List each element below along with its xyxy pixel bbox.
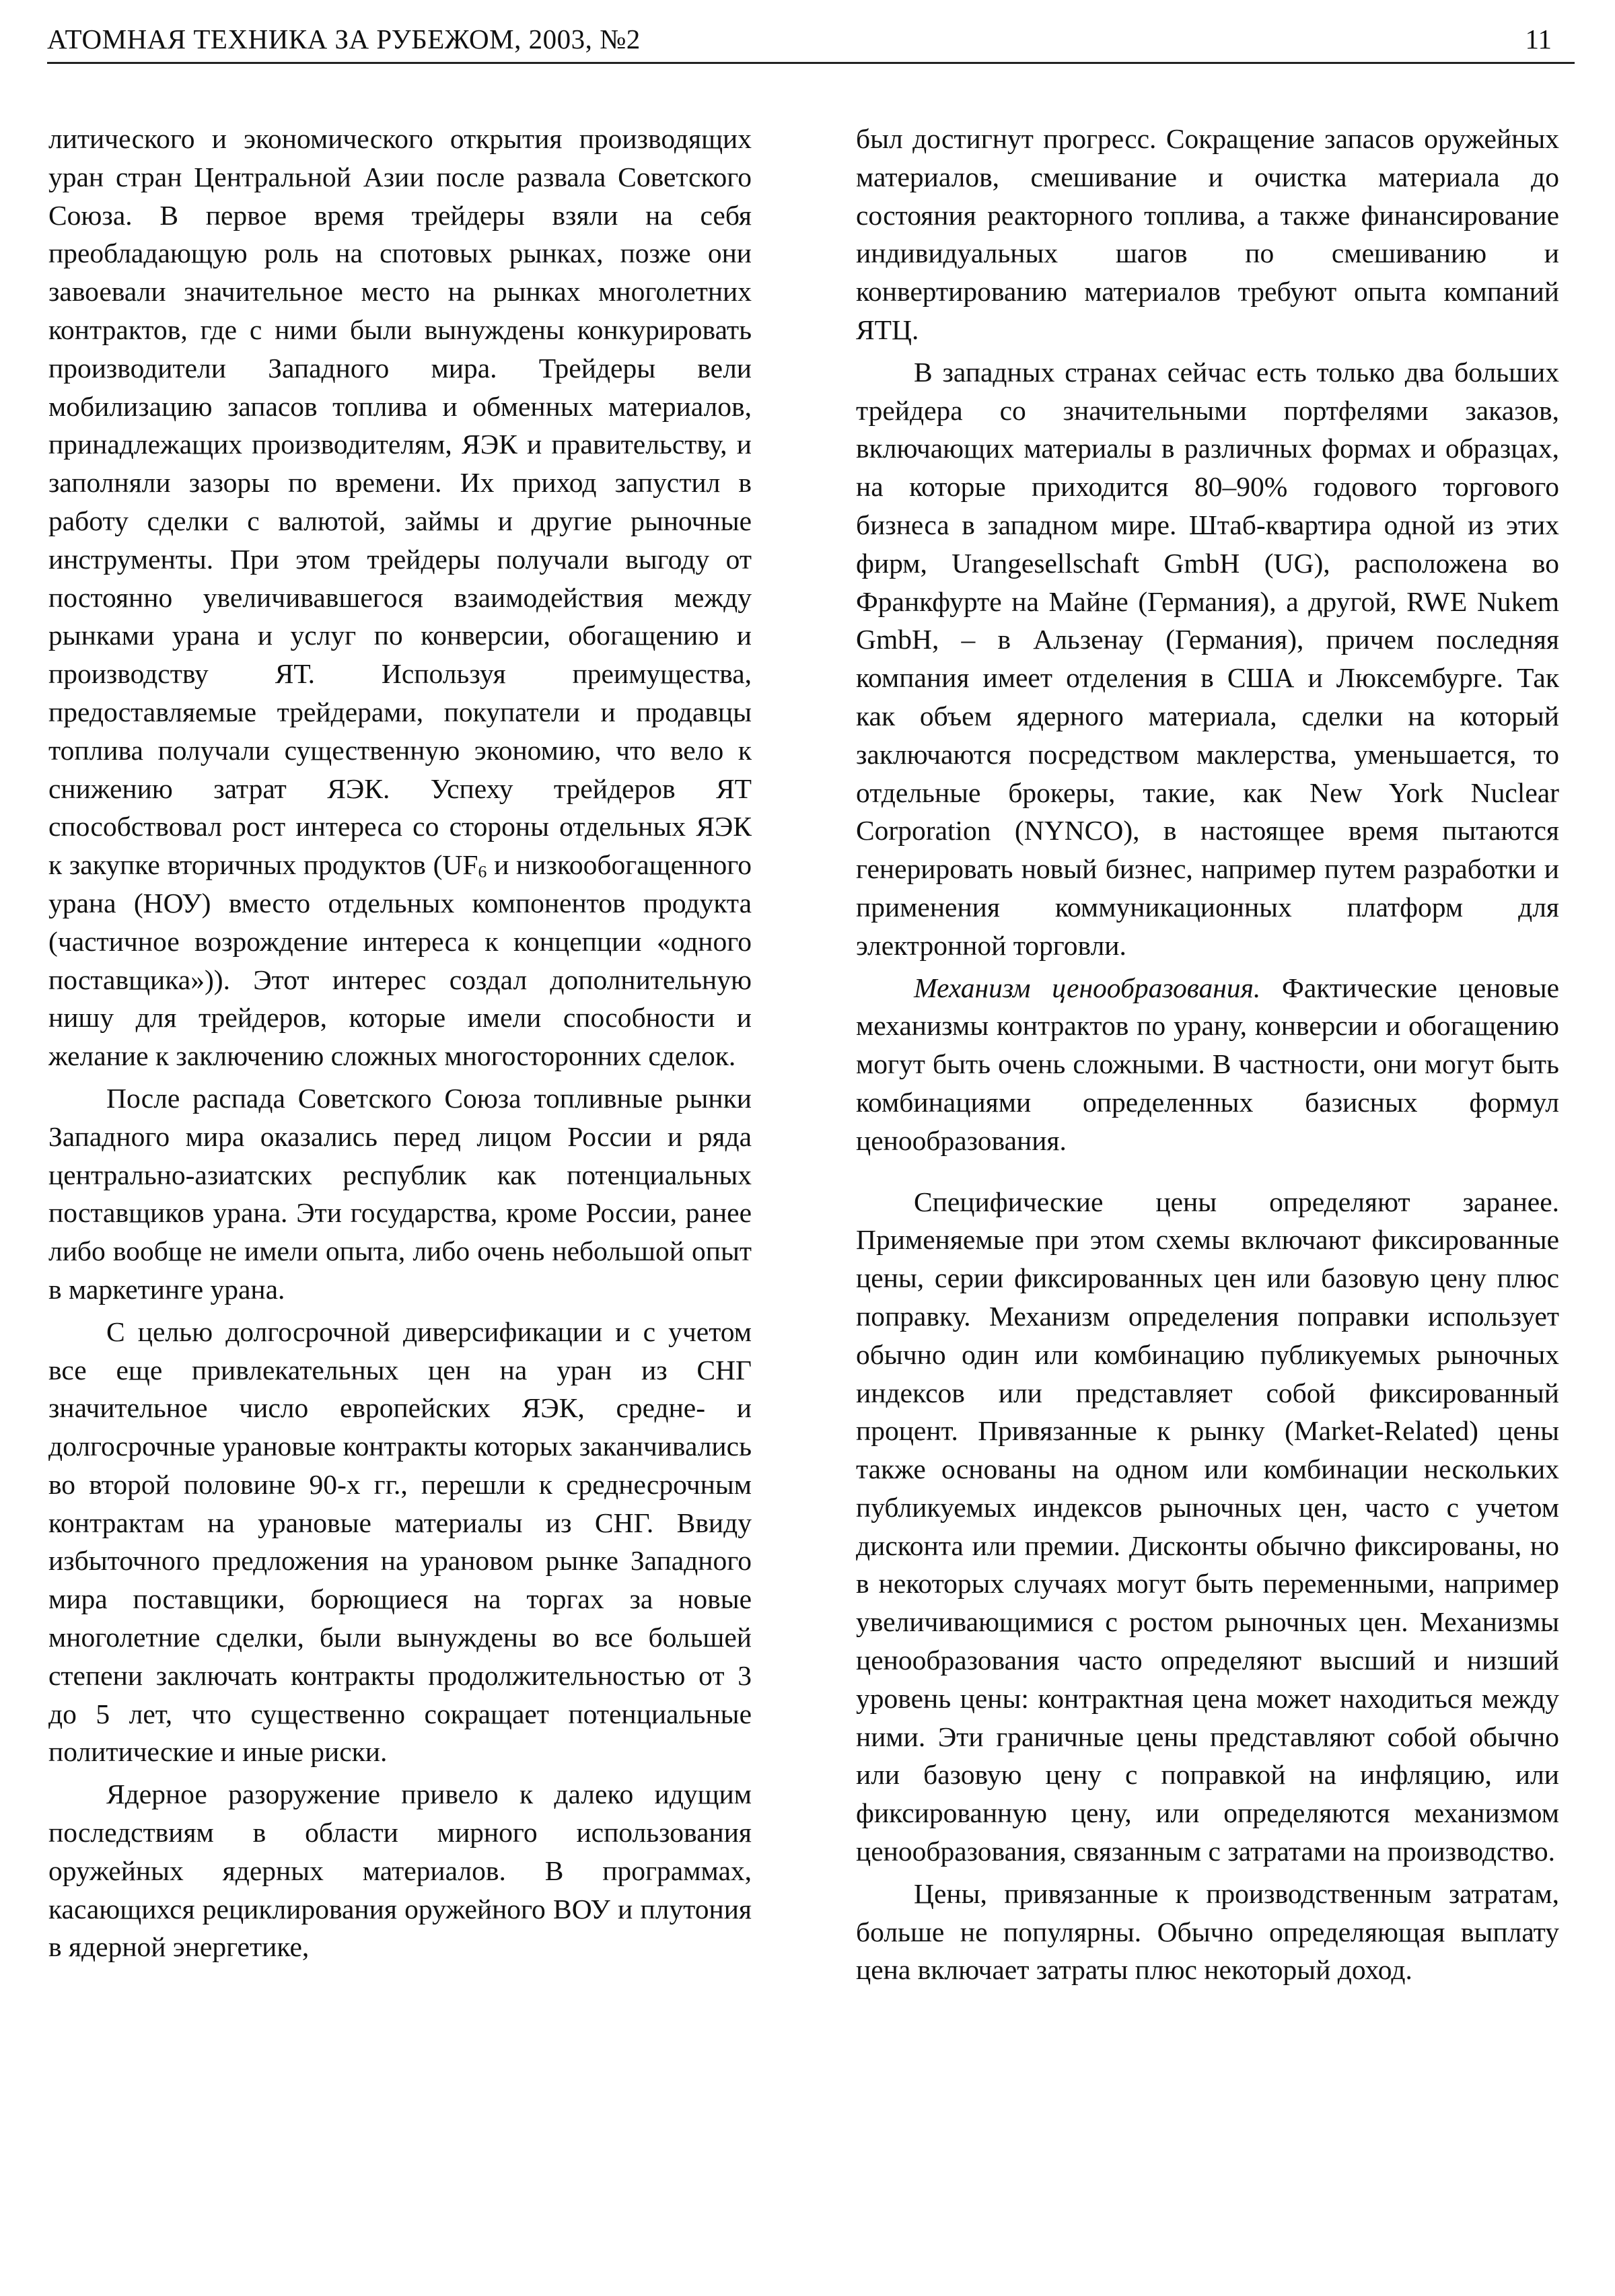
right-column xyxy=(856,120,1559,1993)
right-paragraph-3 xyxy=(856,969,1559,1160)
pricing-mechanism-heading: Механизм ценообразования. xyxy=(914,972,1261,1003)
right-paragraph-1: был достигнут прогресс. Сокращение запасов оружейных материалов, смешивание и очистка материала до состояния реакторного топлива, а также финансирование индивидуальных шагов по смешиванию и конвертированию материалов требуют опыта компаний ЯТЦ. xyxy=(856,123,1559,345)
uf6-formula-subscript: 6 xyxy=(478,861,487,882)
left-paragraph-1-text: литического и экономического открытия производящих уран стран Центральной Азии после развала Советского Союза. В первое время трейдеры взяли на себя преобладающую роль на спотовых рынках, позже они завоевали значительное место на рынках многолетних контрактов, где с ними были вынуждены конкурировать производители Западного мира. Трейдеры вели мобилизацию запасов топлива и обменных материалов, принадлежащих производителям, ЯЭК и правительству, и заполняли зазоры по времени. Их приход запустил в работу сделки с валютой, займы и другие рыночные инструменты. При этом трейдеры получали выгоду от постоянно увеличивавшегося взаимодействия между рынками урана и услуг по конверсии, обогащению и производству ЯТ. Используя преимущества, предоставляемые трейдерами, покупатели и продавцы топлива получали существенную экономию, что вело к снижению затрат ЯЭК. Успеху трейдеров ЯТ способствовал рост интереса со стороны отдельных ЯЭК к закупке вторичных продуктов ( xyxy=(48,123,752,881)
page-number: 11 xyxy=(1525,24,1552,55)
left-paragraph-1-tail: и низкообогащенного урана (НОУ) вместо отдельных компонентов продукта (частичное возрождение интереса к концепции «одного поставщика»)). Этот интерес создал дополнительную нишу для трейдеров, которые имели способности и желание к заключению сложных многосторонних сделок. xyxy=(48,849,752,1072)
left-paragraph-2: После распада Советского Союза топливные рынки Западного мира оказались перед лицом России и ряда центрально-азиатских республик как потенциальных поставщиков урана. Эти государства, кроме России, ранее либо вообще не имели опыта, либо очень небольшой опыт в маркетинге урана. xyxy=(48,1082,752,1305)
right-paragraph-5: Цены, привязанные к производственным затратам, больше не популярны. Обычно определяющая выплату цена включает затраты плюс некоторый доход. xyxy=(856,1877,1559,1986)
left-paragraph-4: Ядерное разоружение привело к далеко идущим последствиям в области мирного использования оружейных ядерных материалов. В программах, касающихся рециклирования оружейного ВОУ и плутония в ядерной энергетике, xyxy=(48,1779,752,1963)
right-paragraph-4: Специфические цены определяют заранее. Применяемые при этом схемы включают фиксированные цены, серии фиксированных цен или базовую цену плюс поправку. Механизм определения поправки использует обычно один или комбинацию публикуемых рыночных индексов или представляет собой фиксированный процент. Привязанные к рынку (Market-Related) цены также основаны на одном или комбинации нескольких публикуемых индексов рыночных цен, часто с учетом дисконта или премии. Дисконты обычно фиксированы, но в некоторых случаях могут быть переменными, например увеличивающимися с ростом рыночных цен. Механизмы ценообразования часто определяют высший и низший уровень цены: контрактная цена может находиться между ними. Эти граничные цены представляют собой обычно или базовую цену с поправкой на инфляцию, или фиксированную цену, или определяются механизмом ценообразования, связанным с затратами на производство. xyxy=(856,1186,1559,1867)
left-paragraph-3: С целью долгосрочной диверсификации и с учетом все еще привлекательных цен на уран из СНГ значительное число европейских ЯЭК, средне- и долгосрочные урановые контракты которых заканчивались во второй половине 90-х гг., перешли к среднесрочным контрактам на урановые материалы из СНГ. Ввиду избыточного предложения на урановом рынке Западного мира поставщики, борющиеся на торгах за новые многолетние сделки, были вынуждены во все большей степени заключать контракты продолжительностью от 3 до 5 лет, что существенно сокращает потенциальные политические и иные риски. xyxy=(48,1316,752,1768)
right-paragraph-2: В западных странах сейчас есть только два больших трейдера со значительными портфелями заказов, включающих материалы в различных формах и образцах, на которые приходится 80–90% годового торгового бизнеса в западном мире. Штаб-квартира одной из этих фирм, Urangesellschaft GmbH (UG), расположена во Франкфурте на Майне (Германия), а другой, RWE Nukem GmbH, – в Альзенау (Германия), причем последняя компания имеет отделения в США и Люксембурге. Так как объем ядерного материала, сделки на который заключаются посредством маклерства, уменьшается, то отдельные брокеры, такие, как New York Nuclear Corporation (NYNCO), в настоящее время пытаются генерировать новый бизнес, например путем разработки и применения коммуникационных платформ для электронной торговли. xyxy=(856,356,1559,961)
running-header xyxy=(47,17,1575,64)
uf6-formula xyxy=(442,849,487,880)
right-paragraph-3-text: Фактические ценовые механизмы контрактов по урану, конверсии и обогащению могут быть очень сложными. В частности, они могут быть комбинациями определенных базисных формул ценообразования. xyxy=(856,972,1560,1156)
uf6-formula-base: UF xyxy=(442,849,478,881)
left-column xyxy=(48,120,752,1970)
left-paragraph-1 xyxy=(48,120,752,1075)
journal-title: АТОМНАЯ ТЕХНИКА ЗА РУБЕЖОМ, 2003, №2 xyxy=(47,24,641,55)
